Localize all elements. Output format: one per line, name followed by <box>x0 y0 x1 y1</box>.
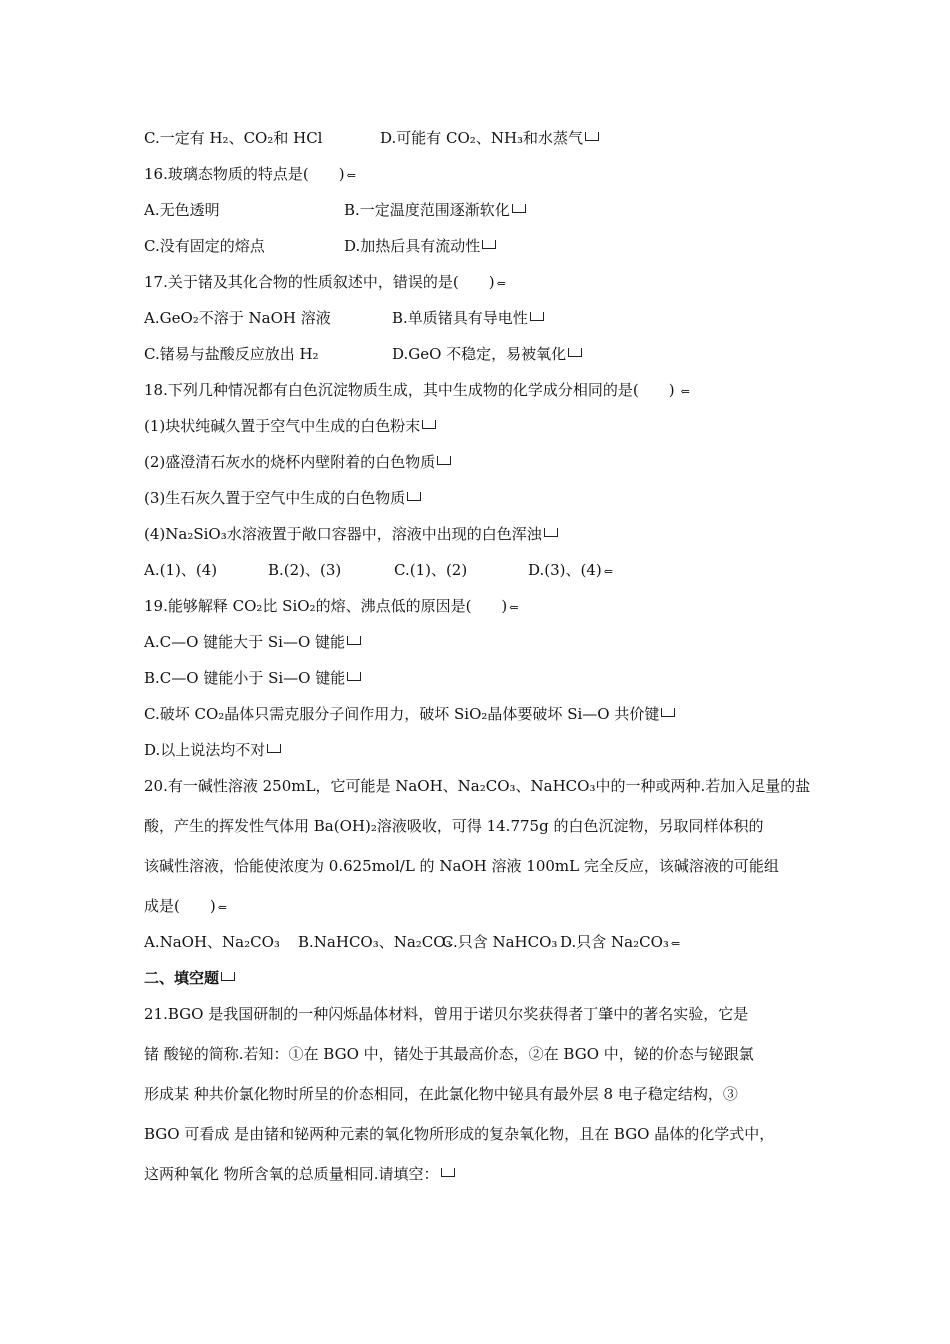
option-b: B.NaHCO₃、Na₂CO₃ <box>298 933 452 951</box>
option-a: A.(1)、(4) <box>144 561 218 579</box>
paragraph-mark-icon <box>544 528 558 537</box>
paragraph-mark-icon <box>347 636 361 645</box>
paragraph-mark-icon <box>530 312 544 321</box>
paragraph-mark-icon <box>422 420 436 429</box>
option-c: C.一定有 H₂、CO₂和 HCl <box>144 129 323 147</box>
paragraph-mark-icon <box>221 972 235 981</box>
paragraph-mark-icon <box>568 348 582 357</box>
option-a: A.NaOH、Na₂CO₃ <box>144 933 280 951</box>
option-d: D.可能有 CO₂、NH₃和水蒸气 <box>380 128 599 148</box>
option-a: A.无色透明 <box>144 201 220 219</box>
paragraph-mark-icon <box>482 240 496 249</box>
paragraph-mark-icon <box>441 1168 455 1177</box>
option-c: C.没有固定的熔点 <box>144 237 265 255</box>
question-text: 16.玻璃态物质的特点是( ) ⇐ <box>144 165 356 183</box>
paragraph-mark-icon <box>347 672 361 681</box>
paragraph-mark-icon <box>267 744 281 753</box>
paragraph-mark-icon <box>512 204 526 213</box>
option-a: A.GeO₂不溶于 NaOH 溶液 <box>144 309 331 327</box>
option-c: C.(1)、(2) <box>394 561 468 579</box>
question-text: 18.下列几种情况都有白色沉淀物质生成，其中生成物的化学成分相同的是( ) ⇐ <box>144 381 690 399</box>
question-text: 17.关于锗及其化合物的性质叙述中，错误的是( ) ⇐ <box>144 273 506 291</box>
option-b: B.单质锗具有导电性 <box>392 308 544 328</box>
document-page: C.一定有 H₂、CO₂和 HCl D.可能有 CO₂、NH₃和水蒸气 16.玻璃态物质的特点是( ) ⇐ A.无色透明 B.一定温度范围逐渐软化 C.没有固定的熔点 D.加热后具有流动性 17.关于锗及其化合物的性质叙述中，错误的是( ) ⇐ A.GeO₂不溶于 NaOH 溶液 B.单质锗具有导电性 C.锗易与盐酸反应放出 H₂ D.GeO 不稳定，易被氧化 18.下列几种情况都有白色沉淀物质生成，其中生成物的化学成分相同的是( ) ⇐ (1)块状纯碱久置于空气中生成的白色粉末 (2)盛澄清石灰水的烧杯内壁附着的白色物质 (3)生石灰久置于空气中生成的白色物质 (4)Na₂SiO₃水溶液置于敞口容器中，溶液中出现的白色浑浊 A.(1)、(4) B.(2)、(3) C.(1)、(2) D.(3)、(4) ⇐ 19.能够解释 CO₂比 SiO₂的熔、沸点低的原因是( ) ⇐ A.C—O 键能大于 Si—O 键能 B.C—O 键能小于 Si—O 键能 C.破坏 CO₂晶体只需克服分子间作用力，破坏 SiO₂晶体要破坏 Si—O 共价键 D.以上说法均不对 20.有一碱性溶液 250mL，它可能是 NaOH、Na₂CO₃、NaHCO₃中的一种或两种.若加入足量的盐 酸，产生的挥发性气体用 Ba(OH)₂溶液吸收，可得 14.775g 的白色沉淀物，另取同样体积的 该碱性溶液，恰能使浓度为 0.625mol/L 的 NaOH 溶液 100mL 完全反应，该碱溶液的可能组 成是( ) ⇐ A.NaOH、Na₂CO₃ B.NaHCO₃、Na₂CO₃ C.只含 NaHCO₃ D.只含 Na₂CO₃ ⇐ 二、填空题 21.BGO 是我国研制的一种闪烁晶体材料，曾用于诺贝尔奖获得者丁肇中的著名实验，它是 锗 酸铋的简称.若知：①在 BGO 中，锗处于其最高价态，②在 BGO 中，铋的价态与铋跟氯 形成某 种共价氯化物时所呈的价态相同，在此氯化物中铋具有最外层 8 电子稳定结构，③ BGO 可看成 是由锗和铋两种元素的氧化物所形成的复杂氧化物，且在 BGO 晶体的化学式中， 这两种氧化 物所含氧的总质量相同.请填空： <box>144 129 811 1183</box>
option-b: B.(2)、(3) <box>268 561 342 579</box>
option-d: D.(3)、(4) ⇐ <box>528 561 613 579</box>
question-text: 19.能够解释 CO₂比 SiO₂的熔、沸点低的原因是( ) ⇐ <box>144 597 519 615</box>
option-c: C.锗易与盐酸反应放出 H₂ <box>144 345 319 363</box>
paragraph-mark-icon <box>437 456 451 465</box>
option-c: C.只含 NaHCO₃ <box>442 933 558 951</box>
paragraph-mark-icon <box>661 708 675 717</box>
option-d: D.GeO 不稳定，易被氧化 <box>392 344 582 364</box>
paragraph-mark-icon <box>407 492 421 501</box>
paragraph-mark-icon <box>585 132 599 141</box>
option-b: B.一定温度范围逐渐软化 <box>344 200 526 220</box>
option-d: D.只含 Na₂CO₃ ⇐ <box>560 933 681 951</box>
option-d: D.加热后具有流动性 <box>344 236 496 256</box>
